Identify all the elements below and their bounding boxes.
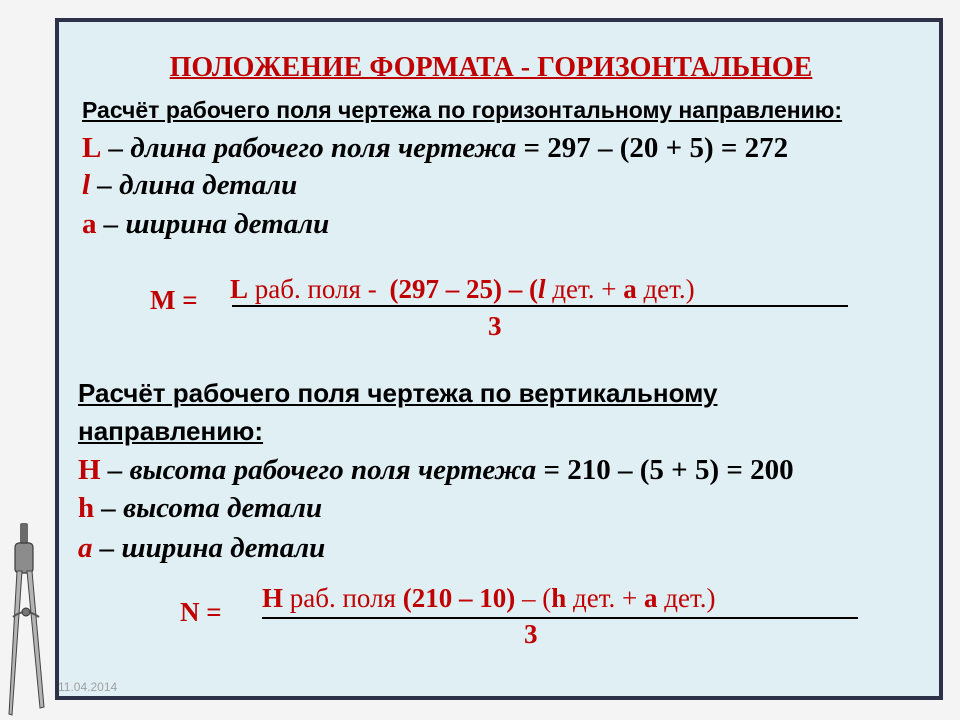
part-width-line-vertical <box>78 531 325 565</box>
part-width-description-vertical: – ширина детали <box>99 532 326 564</box>
numerator-n-part-text-2: дет.) <box>664 583 716 613</box>
part-height-description: – высота детали <box>101 492 323 524</box>
numerator-m-field-text: раб. поля - <box>254 274 377 304</box>
vertical-heading <box>78 374 718 450</box>
compass-knob <box>20 523 28 545</box>
compass-right-leg <box>27 571 44 708</box>
numerator-n-symbol-h-part: h <box>551 583 567 613</box>
height-field-symbol: H <box>78 454 101 486</box>
numerator-m-part-text-2: дет.) <box>643 274 695 304</box>
part-length-symbol: l <box>82 169 91 201</box>
height-field-calculation: = 210 – (5 + 5) = 200 <box>543 454 794 486</box>
formula-m-fraction-line <box>232 305 848 307</box>
formula-m-numerator <box>230 273 695 305</box>
numerator-n-field-text: раб. поля <box>289 583 396 613</box>
length-field-description: – длина рабочего поля чертежа <box>108 132 517 164</box>
part-height-symbol: h <box>78 492 95 524</box>
numerator-m-symbol-l: L <box>230 274 249 304</box>
numerator-m-values: (297 – 25) – ( <box>389 274 538 304</box>
part-width-symbol: a <box>82 208 97 240</box>
formula-n-denominator: 3 <box>524 619 538 649</box>
numerator-n-symbol-a: a <box>643 583 658 613</box>
horizontal-heading: Расчёт рабочего поля чертежа по горизонтальному направлению: <box>82 97 843 123</box>
part-height-line <box>78 491 322 525</box>
part-length-line <box>82 168 297 202</box>
slide-title: ПОЛОЖЕНИЕ ФОРМАТА - ГОРИЗОНТАЛЬНОЕ <box>169 52 813 83</box>
length-field-line <box>82 131 788 165</box>
numerator-m-symbol-l-part: l <box>537 274 546 304</box>
height-field-description: – высота рабочего поля чертежа <box>107 454 537 486</box>
compass-screw <box>22 608 30 616</box>
drawing-compass-icon <box>0 515 52 720</box>
part-width-description: – ширина детали <box>103 208 330 240</box>
vertical-heading-line-2: направлению: <box>78 416 264 446</box>
numerator-m-part-text-1: дет. + <box>552 274 617 304</box>
numerator-n-part-text-1: дет. + <box>573 583 638 613</box>
formula-n-numerator <box>262 582 715 614</box>
formula-n-fraction-line <box>262 617 858 619</box>
formula-n-lhs: N = <box>180 597 222 627</box>
numerator-n-minus-paren: – ( <box>521 583 552 613</box>
part-width-line <box>82 207 329 241</box>
formula-m-lhs: M = <box>150 285 198 315</box>
length-field-symbol: L <box>82 132 102 164</box>
part-width-symbol-vertical: a <box>78 532 93 564</box>
part-length-description: – длина детали <box>97 169 298 201</box>
numerator-n-symbol-h: H <box>262 583 284 613</box>
numerator-n-values: (210 – 10) <box>402 583 516 613</box>
height-field-line <box>78 453 794 487</box>
compass-left-leg <box>9 571 22 715</box>
compass-head <box>15 543 33 573</box>
formula-m-denominator: 3 <box>488 311 502 341</box>
slide-date: 11.04.2014 <box>58 680 118 694</box>
vertical-heading-line-1: Расчёт рабочего поля чертежа по вертикальному <box>78 378 718 408</box>
numerator-m-symbol-a: a <box>623 274 637 304</box>
length-field-calculation: = 297 – (20 + 5) = 272 <box>523 132 789 164</box>
